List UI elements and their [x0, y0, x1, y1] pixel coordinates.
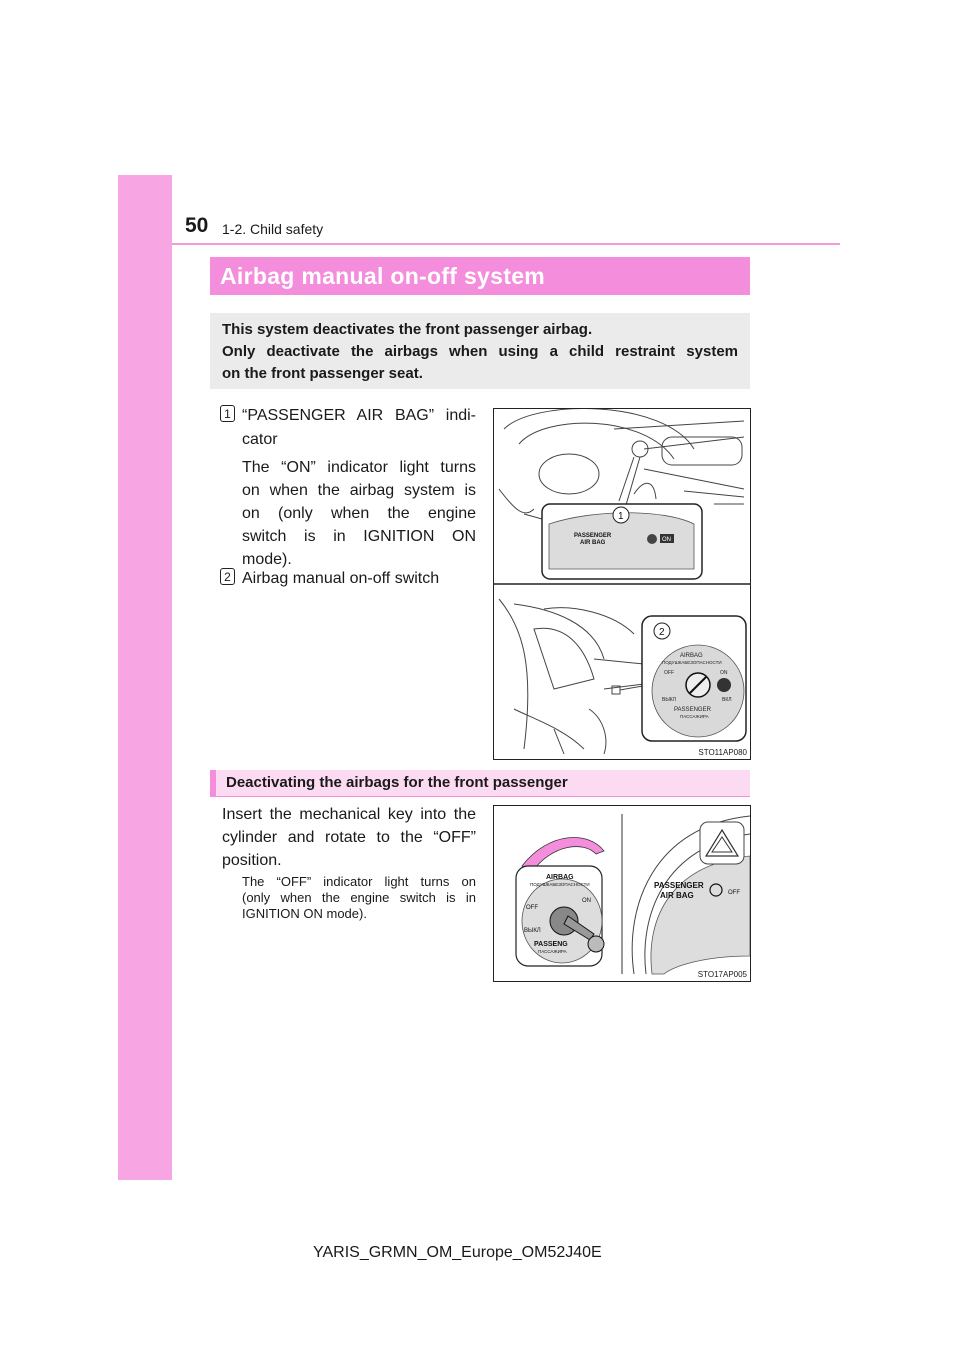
fig2-off-label: OFF — [526, 905, 538, 911]
instruction-line: position. — [222, 852, 282, 869]
switch-on-ru-label: ВКЛ — [722, 697, 732, 703]
note-line: The “OFF” indicator light turns on — [242, 874, 476, 889]
title-bar — [210, 257, 750, 295]
chapter-tab-bar — [118, 175, 172, 1180]
switch-on-label: ON — [720, 670, 728, 676]
switch-passenger-ru-label: ПАССАЖИРА — [680, 714, 709, 719]
item-description: on (only when the engine — [242, 505, 476, 522]
switch-off-label: OFF — [664, 670, 674, 676]
intro-box — [210, 313, 750, 389]
switch-airbag-label: AIRBAG — [680, 653, 703, 659]
switch-off-ru-label: ВЫКЛ — [662, 697, 676, 703]
subsection-rule — [210, 796, 750, 797]
item-label: cator — [242, 431, 278, 448]
figure-code: STO17AP005 — [697, 970, 747, 979]
item-description: The “ON” indicator light turns — [242, 459, 476, 476]
indicator-on-label: ON — [662, 537, 671, 543]
dashboard-illustration — [494, 409, 750, 759]
figure-dashboard-airbag — [493, 408, 751, 760]
fig2-passenger-label: PASSENG — [534, 941, 568, 948]
item-number-badge: 2 — [220, 568, 235, 585]
subsection-accent — [210, 770, 216, 796]
item-description: switch is in IGNITION ON — [242, 528, 476, 545]
fig2-passenger-ru-label: ПАССАЖИРА — [538, 949, 567, 954]
indicator-airbag-label: AIR BAG — [580, 540, 606, 546]
fig2-off-ru-label: ВЫКЛ — [524, 928, 541, 934]
figure-key-switch — [493, 805, 751, 982]
key-switch-illustration — [494, 806, 750, 981]
note-line: (only when the engine switch is in — [242, 890, 476, 905]
fig2-airbag-label: AIRBAG — [546, 874, 574, 881]
item-label: “PASSENGER AIR BAG” indi- — [242, 407, 476, 424]
switch-airbag-ru-label: ПОДУШКАБЕЗОПАСНОСТИ — [662, 660, 722, 665]
section-label: 1-2. Child safety — [222, 221, 324, 237]
note-line: IGNITION ON mode). — [242, 906, 367, 921]
intro-line: Only deactivate the airbags when using a child restraint system — [222, 343, 738, 360]
item-number-badge: 1 — [220, 405, 235, 422]
instruction-line: Insert the mechanical key into the — [222, 806, 476, 823]
fig2-indicator-passenger: PASSENGER — [654, 881, 704, 890]
intro-line: This system deactivates the front passenger airbag. — [222, 321, 593, 338]
figure-code: STO11AP080 — [698, 748, 747, 757]
fig2-airbag-ru-label: ПОДУШКАБЕЗОПАСНОСТИ — [530, 882, 590, 887]
fig2-on-label: ON — [582, 898, 591, 904]
header-rule — [172, 243, 840, 245]
indicator-passenger-label: PASSENGER — [574, 533, 612, 539]
footer-doc-id: YARIS_GRMN_OM_Europe_OM52J40E — [313, 1244, 602, 1261]
intro-line: on the front passenger seat. — [222, 365, 423, 382]
subsection-bar — [210, 770, 750, 796]
item-description: mode). — [242, 551, 292, 568]
figure-callout-2: 2 — [659, 627, 665, 638]
fig2-indicator-airbag: AIR BAG — [660, 891, 694, 900]
item-label: Airbag manual on-off switch — [242, 570, 440, 587]
subsection-title: Deactivating the airbags for the front passenger — [226, 774, 568, 791]
instruction-line: cylinder and rotate to the “OFF” — [222, 829, 476, 846]
page-title: Airbag manual on-off system — [220, 263, 546, 289]
page-number: 50 — [185, 214, 209, 237]
switch-passenger-label: PASSENGER — [674, 707, 711, 713]
fig2-indicator-off: OFF — [728, 890, 740, 896]
figure-callout-1: 1 — [618, 511, 624, 522]
item-description: on when the airbag system is — [242, 482, 476, 499]
